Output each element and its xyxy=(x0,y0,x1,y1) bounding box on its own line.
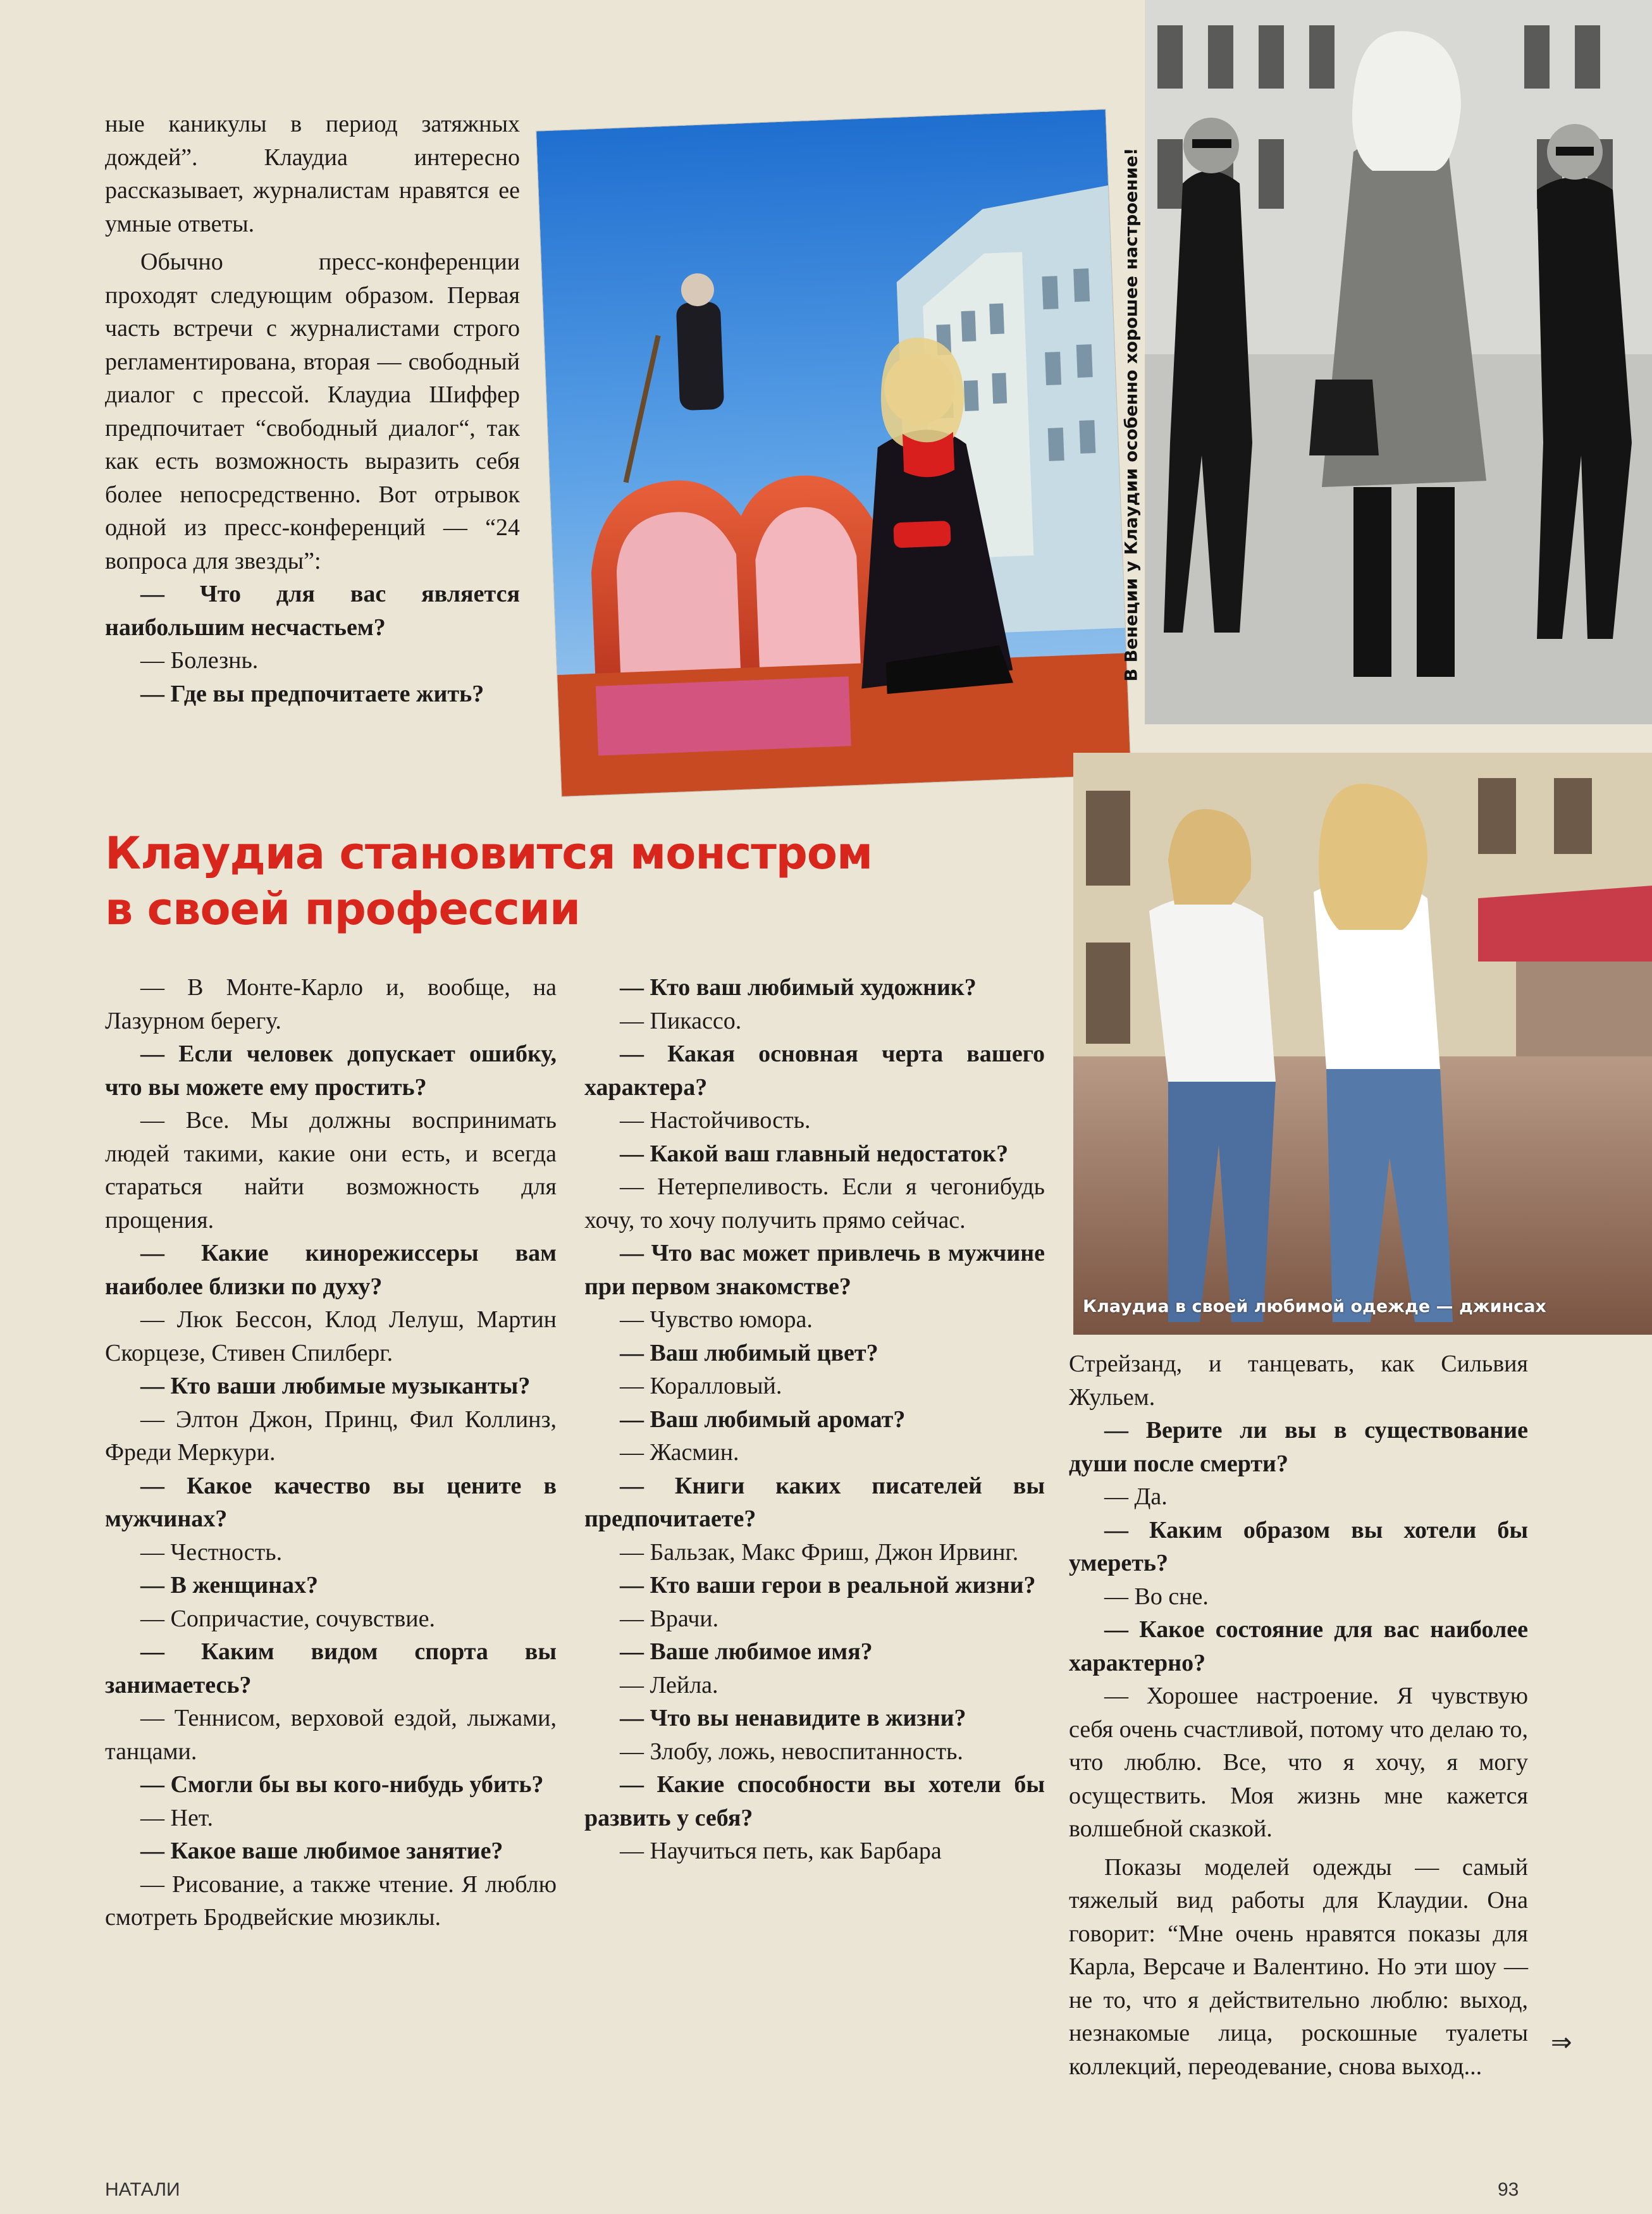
magazine-name: НАТАЛИ xyxy=(105,2179,180,2200)
interview-question: — Кто ваши герои в реальной жизни? xyxy=(620,1572,1036,1599)
interview-question: — Ваш любимый аромат? xyxy=(620,1406,906,1433)
right-text-column xyxy=(1069,1347,1528,2083)
interview-question: — Какие кинорежиссеры вам наиболее близки по духу? xyxy=(105,1240,557,1300)
interview-question: — Каким образом вы хотели бы умереть? xyxy=(1069,1516,1528,1576)
interview-answer: — Во сне. xyxy=(1104,1583,1209,1610)
interview-question: — Какое качество вы цените в мужчинах? xyxy=(105,1472,557,1532)
interview-answer: — Все. Мы должны воспринимать людей такими, какие они есть, и всегда стараться найти возможность для прощения. xyxy=(105,1107,557,1234)
interview-question: — Какие способности вы хотели бы развить у себя? xyxy=(584,1771,1045,1831)
interview-question: — Что вас может привлечь в мужчине при первом знакомстве? xyxy=(584,1240,1045,1300)
page-number: 93 xyxy=(1498,2179,1519,2200)
photo-venice-gondola xyxy=(536,109,1131,796)
middle-text-column xyxy=(584,971,1045,1868)
interview-answer: — Чувство юмора. xyxy=(620,1306,813,1333)
interview-answer: — Честность. xyxy=(140,1538,283,1566)
interview-answer: — Сопричастие, сочувствие. xyxy=(140,1605,436,1632)
interview-answer: — Хорошее настроение. Я чувствую себя очень счастливой, потому что делаю то, что люблю. Все, что я хочу, я могу осуществить. Моя жизнь мне кажется волшебной сказкой. xyxy=(1069,1683,1528,1842)
top-text-column xyxy=(105,108,520,710)
interview-answer: — Люк Бессон, Клод Лелуш, Мартин Скорцезе, Стивен Спилберг. xyxy=(105,1306,557,1366)
jeans-caption: Клаудиа в своей любимой одежде — джинсах xyxy=(1083,1297,1546,1316)
interview-question: — В женщинах? xyxy=(140,1572,319,1599)
headline-line-2: в своей профессии xyxy=(105,883,581,935)
article-paragraph: Стрейзанд, и танцевать, как Сильвия Жульем. xyxy=(1069,1351,1528,1411)
interview-answer: — Лейла. xyxy=(620,1671,718,1698)
interview-question: — Верите ли вы в существование души после смерти? xyxy=(1069,1417,1528,1477)
interview-answer: — Жасмин. xyxy=(620,1439,739,1466)
interview-question: — Кто ваши любимые музыканты? xyxy=(140,1373,531,1399)
interview-question: — Каким видом спорта вы занимаетесь? xyxy=(105,1638,557,1698)
photo-jeans-image xyxy=(1073,753,1652,1335)
continue-arrow-icon: ⇒ xyxy=(1551,2028,1572,2057)
headline-line-1: Клаудиа становится монстром xyxy=(105,827,873,879)
venice-caption-text: В Венеции у Клаудии особенно хорошее настроение! xyxy=(1121,147,1142,681)
interview-question: — Книги каких писателей вы предпочитаете? xyxy=(584,1472,1045,1532)
venice-caption xyxy=(1118,101,1145,727)
left-text-column xyxy=(105,971,557,1934)
interview-question: — Смогли бы вы кого-нибудь убить? xyxy=(140,1771,544,1798)
interview-answer: — Нетерпеливость. Если я чегонибудь хочу, то хочу получить прямо сейчас. xyxy=(584,1173,1045,1234)
interview-answer: — Бальзак, Макс Фриш, Джон Ирвинг. xyxy=(620,1538,1019,1566)
interview-answer: — Злобу, ложь, невоспитанность. xyxy=(620,1738,963,1765)
interview-question: — Что вы ненавидите в жизни? xyxy=(620,1705,966,1731)
photo-venice-walk xyxy=(1145,0,1652,724)
interview-answer: — Коралловый. xyxy=(620,1373,782,1399)
interview-answer: — Теннисом, верховой ездой, лыжами, танцами. xyxy=(105,1705,557,1765)
interview-question: — Ваш любимый цвет? xyxy=(620,1339,878,1366)
interview-question: — Что для вас является наибольшим несчастьем? xyxy=(105,581,520,641)
article-paragraph: Обычно пресс-конференции проходят следующим образом. Первая часть встречи с журналистами строго регламентирована, вторая — свободный диалог с прессой. Клаудиа Шиффер предпочитает “свободный диалог“, так как есть возможность выразить себя более непосредственно. Вот отрывок одной из пресс-конференций — “24 вопроса для звезды”: xyxy=(105,249,520,574)
interview-answer: — Настойчивость. xyxy=(620,1107,811,1134)
interview-answer: — Элтон Джон, Принц, Фил Коллинз, Фреди Меркури. xyxy=(105,1406,557,1466)
interview-question: — Какое ваше любимое занятие? xyxy=(140,1838,503,1864)
interview-question: — Какое состояние для вас наиболее характерно? xyxy=(1069,1616,1528,1676)
article-headline xyxy=(105,826,1066,937)
interview-question: — Где вы предпочитаете жить? xyxy=(140,680,484,707)
interview-question: — Какая основная черта вашего характера? xyxy=(584,1041,1045,1101)
interview-answer: — Да. xyxy=(1104,1483,1168,1510)
interview-question: — Какой ваш главный недостаток? xyxy=(620,1140,1009,1167)
interview-answer: — Рисование, а также чтение. Я люблю смотреть Бродвейские мюзиклы. xyxy=(105,1871,557,1931)
photo-venice-walk-image xyxy=(1145,0,1652,724)
interview-question: — Если человек допускает ошибку, что вы можете ему простить? xyxy=(105,1041,557,1101)
interview-answer: — Нет. xyxy=(140,1804,214,1831)
photo-venice-gondola-image xyxy=(536,109,1131,796)
article-paragraph: Показы моделей одежды — самый тяжелый вид работы для Клаудии. Она говорит: “Мне очень нравятся показы для Карла, Версаче и Валентино. Но эти шоу — не то, что я действительно люблю: выход, незнакомые лица, роскошные туалеты коллекций, переодевание, снова выход... xyxy=(1069,1853,1528,2080)
interview-question: — Ваше любимое имя? xyxy=(620,1638,873,1665)
interview-answer: — В Монте-Карло и, вообще, на Лазурном берегу. xyxy=(105,974,557,1034)
photo-jeans xyxy=(1073,753,1652,1335)
interview-answer: — Пикассо. xyxy=(620,1007,742,1034)
interview-answer: — Болезнь. xyxy=(140,647,259,674)
interview-answer: — Врачи. xyxy=(620,1605,719,1632)
article-paragraph: ные каникулы в период затяжных дождей”. Клаудиа интересно рассказывает, журналистам нравятся ее умные ответы. xyxy=(105,111,520,237)
interview-question: — Кто ваш любимый художник? xyxy=(620,974,977,1001)
interview-answer: — Научиться петь, как Барбара xyxy=(620,1838,942,1864)
